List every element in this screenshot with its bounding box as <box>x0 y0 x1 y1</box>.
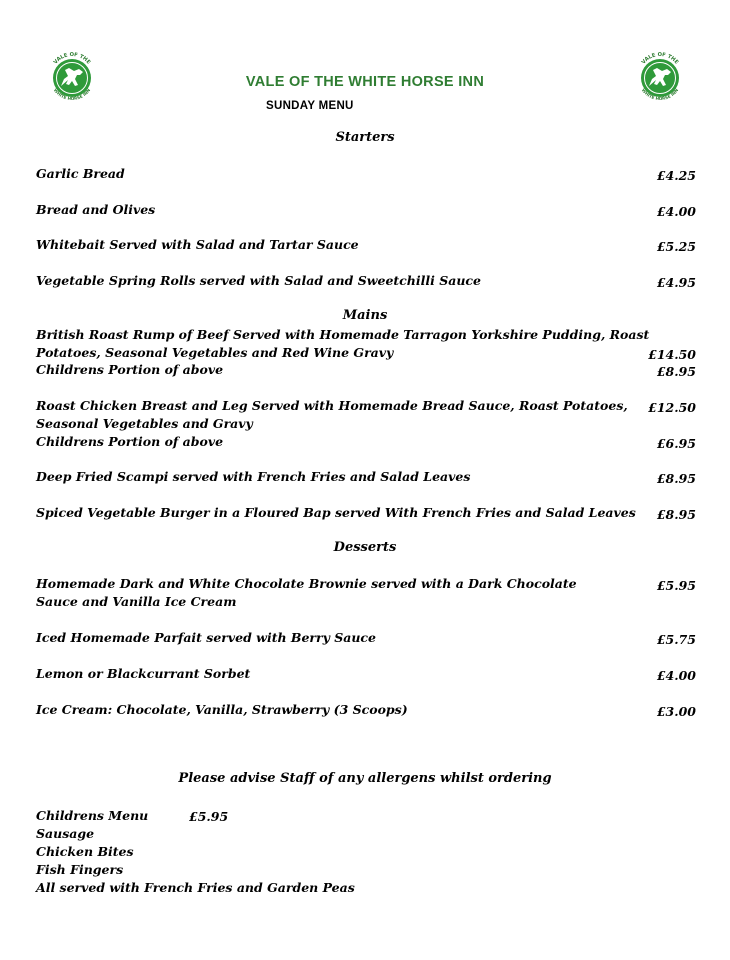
menu-item-name: Garlic Bread <box>36 166 125 181</box>
section-heading-desserts: Desserts <box>333 540 397 555</box>
menu-item-price: £4.95 <box>656 275 696 290</box>
menu-item-name: Childrens Portion of above <box>36 434 224 449</box>
menu-item-name: Homemade Dark and White Chocolate Brownie served with a Dark Chocolate <box>36 576 577 591</box>
childrens-menu-price: £5.95 <box>189 809 229 824</box>
menu-item-name: Childrens Portion of above <box>36 362 224 377</box>
menu-item-name: Whitebait Served with Salad and Tartar Sauce <box>36 237 359 252</box>
menu-item-name: Roast Chicken Breast and Leg Served with Homemade Bread Sauce, Roast Potatoes, <box>36 398 628 413</box>
menu-item-name: Lemon or Blackcurrant Sorbet <box>36 666 251 681</box>
allergen-note: Please advise Staff of any allergens whilst ordering <box>178 771 552 786</box>
list-item: All served with French Fries and Garden Peas <box>36 880 355 895</box>
menu-item-price: £4.00 <box>656 204 696 219</box>
menu-item-name: Vegetable Spring Rolls served with Salad and Sweetchilli Sauce <box>36 273 482 288</box>
svg-text:WHITE HORSE INN: WHITE HORSE INN <box>640 87 680 102</box>
menu-item-price: £6.95 <box>656 436 696 451</box>
menu-item-price: £8.95 <box>656 471 696 486</box>
svg-text:VALE OF THE: VALE OF THE <box>52 51 92 66</box>
menu-item-name: Sauce and Vanilla Ice Cream <box>36 594 237 609</box>
menu-item-name: Potatoes, Seasonal Vegetables and Red Wine Gravy <box>36 345 394 360</box>
menu-item-price: £8.95 <box>656 364 696 379</box>
menu-item-price: £5.75 <box>656 632 696 647</box>
svg-text:WHITE HORSE INN: WHITE HORSE INN <box>52 87 92 102</box>
section-heading-starters: Starters <box>335 130 395 145</box>
menu-item-price: £4.25 <box>656 168 696 183</box>
menu-item-price: £12.50 <box>648 400 696 415</box>
section-heading-mains: Mains <box>342 308 388 323</box>
menu-item-name: British Roast Rump of Beef Served with Homemade Tarragon Yorkshire Pudding, Roast <box>36 327 650 342</box>
menu-item-name: Ice Cream: Chocolate, Vanilla, Strawberry (3 Scoops) <box>36 702 408 717</box>
menu-item-price: £4.00 <box>656 668 696 683</box>
list-item: Fish Fingers <box>36 862 124 877</box>
list-item: Chicken Bites <box>36 844 134 859</box>
menu-item-name: Iced Homemade Parfait served with Berry Sauce <box>36 630 376 645</box>
menu-item-price: £5.25 <box>656 239 696 254</box>
menu-item-name: Seasonal Vegetables and Gravy <box>36 416 253 431</box>
restaurant-title: VALE OF THE WHITE HORSE INN <box>245 74 485 90</box>
menu-item-name: Deep Fried Scampi served with French Fries and Salad Leaves <box>36 469 471 484</box>
childrens-menu-heading: Childrens Menu <box>36 808 149 823</box>
list-item: Sausage <box>36 826 95 841</box>
menu-item-name: Bread and Olives <box>36 202 156 217</box>
menu-item-name: Spiced Vegetable Burger in a Floured Bap served With French Fries and Salad Leaves <box>36 505 636 520</box>
menu-item-price: £14.50 <box>648 347 696 362</box>
menu-item-price: £8.95 <box>656 507 696 522</box>
menu-subtitle: SUNDAY MENU <box>266 100 354 112</box>
menu-item-price: £5.95 <box>656 578 696 593</box>
svg-text:VALE OF THE: VALE OF THE <box>640 51 680 66</box>
menu-item-price: £3.00 <box>656 704 696 719</box>
